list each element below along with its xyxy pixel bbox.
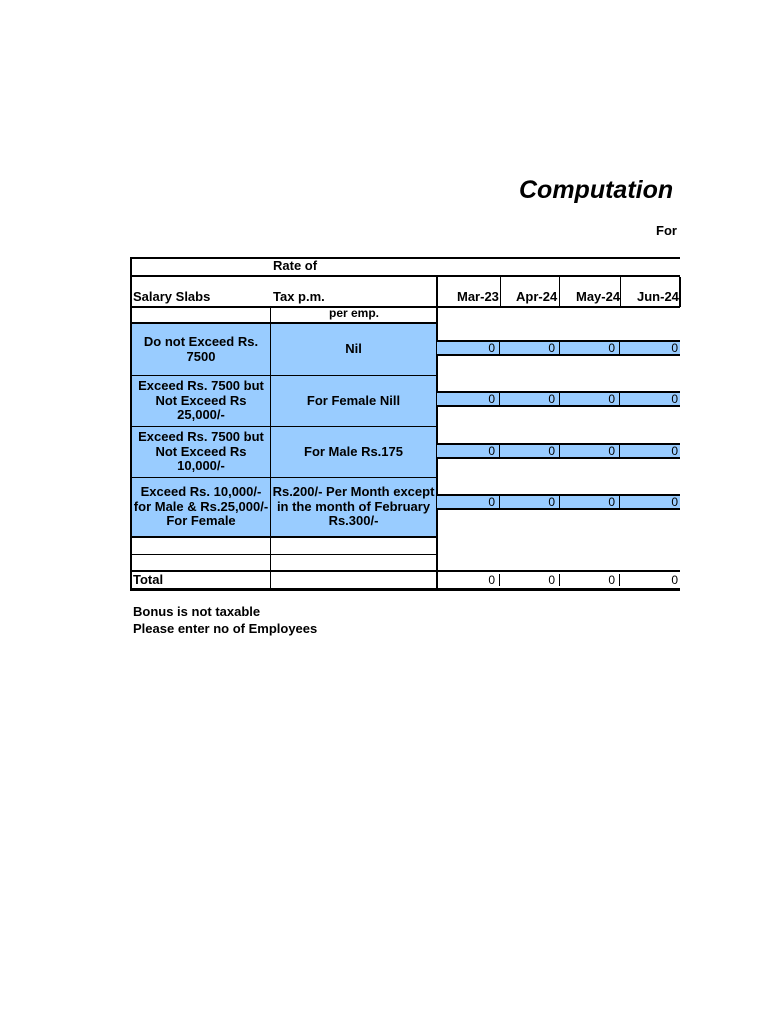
table-row-slab: Exceed Rs. 7500 but Not Exceed Rs 25,000/-: [131, 375, 271, 427]
value-cell[interactable]: 0: [500, 342, 560, 354]
page-subtitle: For: [656, 223, 677, 238]
header-month-3: May-24: [576, 289, 621, 304]
month-sep: [559, 277, 560, 307]
value-cell[interactable]: 0: [440, 445, 500, 457]
value-cell[interactable]: 0: [560, 342, 620, 354]
table-row-rate: Rs.200/- Per Month except in the month of February Rs.300/-: [270, 477, 437, 537]
table-row-rate: For Male Rs.175: [270, 426, 437, 478]
note-bonus: Bonus is not taxable: [133, 604, 261, 619]
header-salary-slabs: Salary Slabs: [133, 289, 211, 304]
header-per-emp: per emp.: [329, 306, 380, 320]
value-cell[interactable]: 0: [440, 496, 500, 508]
blank-cell[interactable]: [131, 537, 271, 555]
table-row-rate: For Female Nill: [270, 375, 437, 427]
header-rate-of: Rate of: [273, 258, 318, 273]
table-row-slab: Exceed Rs. 7500 but Not Exceed Rs 10,000/-: [131, 426, 271, 478]
total-value: 0: [500, 574, 560, 586]
total-value: 0: [440, 574, 500, 586]
value-cell[interactable]: 0: [671, 495, 678, 509]
header-bottom-border: [130, 306, 680, 308]
header-divider: [130, 275, 680, 277]
table-top-border: [130, 257, 680, 259]
header-month-4: Jun-24: [637, 289, 679, 304]
value-cell[interactable]: 0: [671, 341, 678, 355]
value-cell[interactable]: 0: [440, 393, 500, 405]
page-title: Computation: [519, 176, 674, 204]
header-tax-pm: Tax p.m.: [273, 289, 325, 304]
blank-cell[interactable]: [270, 554, 437, 571]
month-sep: [679, 277, 681, 307]
value-cell[interactable]: 0: [671, 444, 678, 458]
value-cell[interactable]: 0: [500, 445, 560, 457]
total-value: 0: [560, 574, 620, 586]
month-sep: [500, 277, 501, 307]
value-cell[interactable]: 0: [560, 393, 620, 405]
table-row-slab: Do not Exceed Rs. 7500: [131, 323, 271, 376]
table-bottom-border: [130, 588, 680, 591]
value-cell[interactable]: 0: [500, 393, 560, 405]
total-top-border: [130, 570, 680, 572]
header-month-2: Apr-24: [516, 289, 558, 304]
table-row-slab: Exceed Rs. 10,000/- for Male & Rs.25,000/- For Female: [131, 477, 271, 537]
table-row-rate: Nil: [270, 323, 437, 376]
value-cell[interactable]: 0: [671, 392, 678, 406]
value-cell[interactable]: 0: [500, 496, 560, 508]
value-cell[interactable]: 0: [560, 445, 620, 457]
note-employees: Please enter no of Employees: [133, 621, 318, 636]
value-cell[interactable]: 0: [440, 342, 500, 354]
month-sep: [620, 277, 621, 307]
blank-cell[interactable]: [270, 537, 437, 555]
total-value: 0: [671, 573, 678, 587]
value-cell[interactable]: 0: [560, 496, 620, 508]
header-month-1: Mar-23: [457, 289, 499, 304]
blank-cell[interactable]: [131, 554, 271, 571]
total-label: Total: [133, 572, 164, 587]
